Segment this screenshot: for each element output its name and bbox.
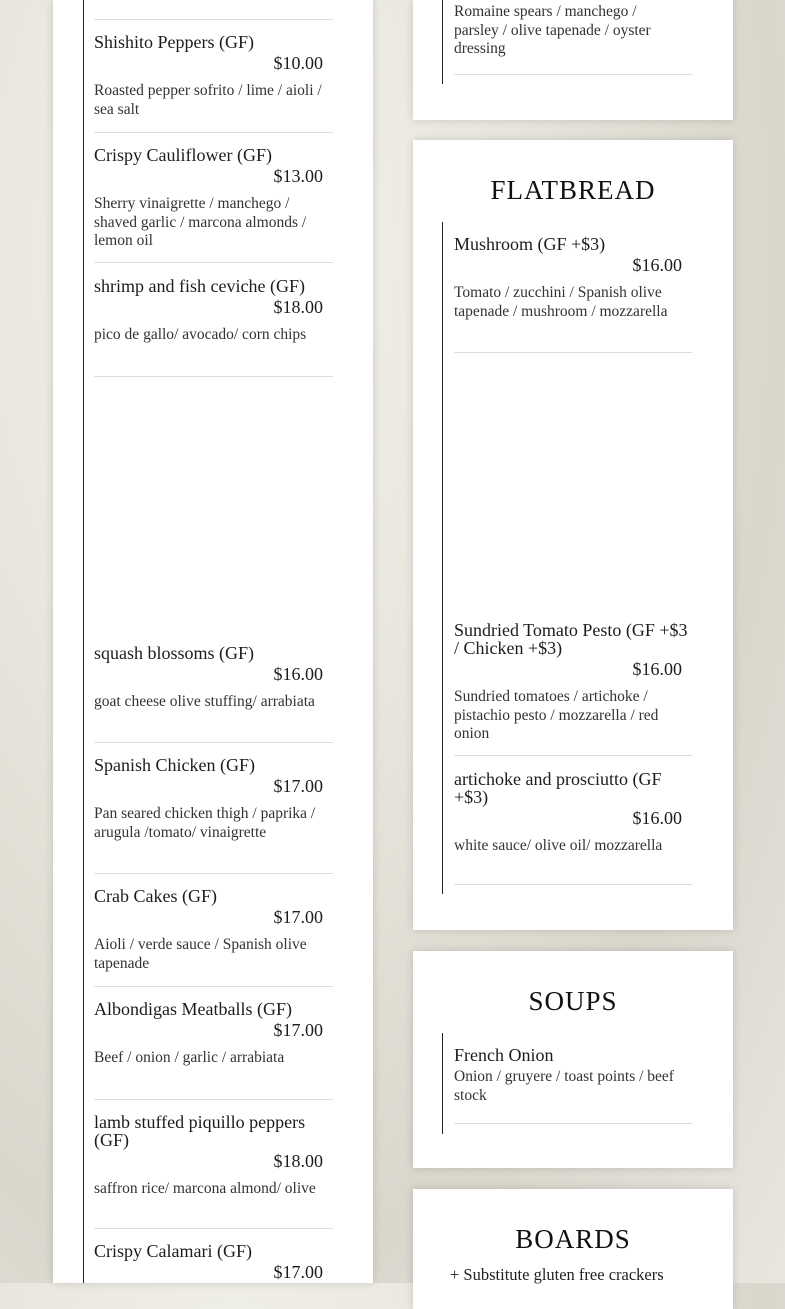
- menu-item: [94, 1113, 333, 1229]
- tapas-panel: [53, 0, 373, 1283]
- item-price: $16.00: [632, 255, 682, 275]
- section-title: FLATBREAD: [490, 175, 656, 205]
- item-name: Shishito Peppers (GF): [94, 32, 255, 52]
- item-price: $16.00: [632, 808, 682, 828]
- item-name: Crispy Calamari (GF): [94, 1241, 252, 1261]
- item-name: Crispy Cauliflower (GF): [94, 145, 272, 165]
- item-price: $17.00: [273, 1262, 323, 1282]
- section-title: SOUPS: [528, 986, 618, 1016]
- menu-item: [454, 235, 692, 353]
- item-description: Tomato / zucchini / Spanish olive tapenade / mushroom / mozzarella: [454, 284, 668, 320]
- menu-item: [454, 621, 692, 756]
- item-description: goat cheese olive stuffing/ arrabiata: [94, 693, 315, 710]
- item-price: $16.00: [273, 664, 323, 684]
- item-price: $18.00: [273, 297, 323, 317]
- item-description: Beef / onion / garlic / arrabiata: [94, 1049, 285, 1066]
- item-description: Pan seared chicken thigh / paprika / arugula /tomato/ vinaigrette: [94, 805, 316, 841]
- item-description: Roasted pepper sofrito / lime / aioli / sea salt: [94, 82, 322, 118]
- item-name: artichoke and prosciutto (GF +$3): [454, 769, 662, 807]
- item-name: shrimp and fish ceviche (GF): [94, 276, 305, 296]
- menu-item: [94, 1000, 333, 1100]
- boards-note: + Substitute gluten free crackers: [450, 1265, 664, 1284]
- menu-item: [94, 146, 333, 263]
- menu-item-top-cutoff: [94, 0, 333, 20]
- menu-item: [454, 1046, 692, 1124]
- item-description: Romaine spears / manchego / parsley / olive tapenade / oyster dressing: [454, 3, 651, 57]
- item-name: Sundried Tomato Pesto (GF +$3 / Chicken +$3): [454, 620, 688, 658]
- item-price: $17.00: [273, 907, 323, 927]
- divider-line: [83, 0, 84, 1283]
- flatbread-panel: [413, 140, 733, 930]
- menu-item: [94, 277, 333, 377]
- item-description: pico de gallo/ avocado/ corn chips: [94, 326, 307, 343]
- item-description: Sundried tomatoes / artichoke / pistachio pesto / mozzarella / red onion: [454, 688, 659, 742]
- item-price: $17.00: [273, 776, 323, 796]
- salads-panel: [413, 0, 733, 120]
- item-price: $13.00: [273, 166, 323, 186]
- divider-line: [442, 0, 443, 84]
- menu-item: [454, 3, 692, 75]
- item-price: $18.00: [273, 1151, 323, 1171]
- item-name: Albondigas Meatballs (GF): [94, 999, 292, 1019]
- menu-item: [94, 1242, 333, 1302]
- item-name: French Onion: [454, 1045, 554, 1065]
- item-name: squash blossoms (GF): [94, 643, 255, 663]
- menu-item: [94, 644, 333, 743]
- item-description: Aioli / verde sauce / Spanish olive tapenade: [94, 936, 307, 972]
- item-price: $16.00: [632, 659, 682, 679]
- item-description: saffron rice/ marcona almond/ olive: [94, 1180, 316, 1197]
- item-price: $17.00: [273, 1020, 323, 1040]
- item-description: Sherry vinaigrette / manchego / shaved garlic / marcona almonds / lemon oil: [94, 195, 307, 249]
- item-name: Mushroom (GF +$3): [454, 234, 606, 254]
- item-name: lamb stuffed piquillo peppers (GF): [94, 1112, 306, 1150]
- divider-line: [442, 222, 443, 894]
- section-title: BOARDS: [515, 1224, 631, 1254]
- menu-item: [94, 887, 333, 987]
- item-name: Crab Cakes (GF): [94, 886, 217, 906]
- divider-line: [442, 1033, 443, 1134]
- menu-item: [94, 756, 333, 874]
- soups-panel: [413, 951, 733, 1168]
- menu-item: [454, 770, 692, 885]
- menu-item: [94, 33, 333, 133]
- item-description: Onion / gruyere / toast points / beef stock: [454, 1068, 674, 1104]
- item-description: white sauce/ olive oil/ mozzarella: [454, 837, 663, 854]
- item-price: $10.00: [273, 53, 323, 73]
- boards-panel: [413, 1189, 733, 1309]
- item-name: Spanish Chicken (GF): [94, 755, 255, 775]
